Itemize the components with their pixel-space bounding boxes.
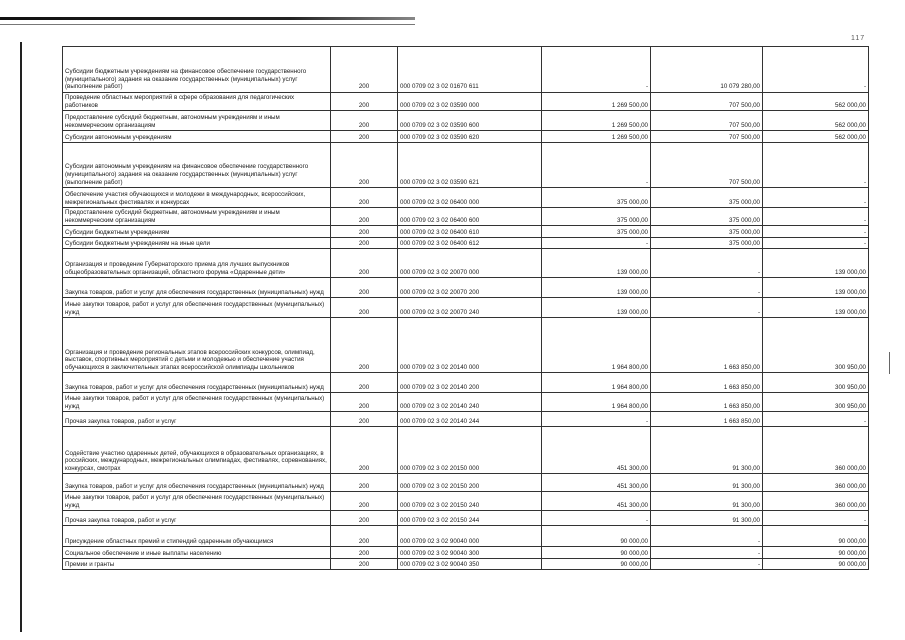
row-amount-3: - [763, 188, 869, 208]
row-name: Закупка товаров, работ и услуг для обеспечения государственных (муниципальных) нужд [63, 278, 331, 298]
row-amount-3: 360 000,00 [763, 474, 869, 492]
row-amount-2: 375 000,00 [651, 188, 763, 208]
table-row [63, 318, 869, 373]
row-amount-1: 90 000,00 [542, 547, 651, 559]
row-amount-2: 375 000,00 [651, 208, 763, 226]
budget-table-body [63, 47, 869, 570]
row-amount-1: 451 300,00 [542, 492, 651, 511]
table-row [63, 547, 869, 559]
row-amount-2: 1 663 850,00 [651, 393, 763, 412]
row-amount-1: - [542, 47, 651, 93]
table-row [63, 474, 869, 492]
row-name: Субсидии автономным учреждениям [63, 131, 331, 143]
row-amount-3: 360 000,00 [763, 427, 869, 474]
table-row [63, 188, 869, 208]
row-amount-3: - [763, 226, 869, 238]
row-amount-1: 1 964 800,00 [542, 393, 651, 412]
row-amount-2: - [651, 547, 763, 559]
row-grbs-code: 200 [331, 547, 398, 559]
row-amount-2: 91 300,00 [651, 492, 763, 511]
row-budget-code: 000 0709 02 3 02 03590 000 [398, 93, 542, 111]
row-budget-code: 000 0709 02 3 02 20140 240 [398, 393, 542, 412]
row-amount-3: 139 000,00 [763, 278, 869, 298]
table-row [63, 249, 869, 278]
row-amount-1: 1 964 800,00 [542, 373, 651, 393]
row-amount-1: 90 000,00 [542, 559, 651, 570]
row-amount-3: 90 000,00 [763, 559, 869, 570]
row-name: Проведение областных мероприятий в сфере образования для педагогических работников [63, 93, 331, 111]
row-amount-1: 375 000,00 [542, 226, 651, 238]
row-budget-code: 000 0709 02 3 02 20070 200 [398, 278, 542, 298]
row-name: Иные закупки товаров, работ и услуг для обеспечения государственных (муниципальных) нужд [63, 393, 331, 412]
row-amount-2: 91 300,00 [651, 427, 763, 474]
row-budget-code: 000 0709 02 3 02 90040 300 [398, 547, 542, 559]
row-amount-1: 90 000,00 [542, 526, 651, 547]
row-name: Обеспечение участия обучающихся и молодежи в международных, всероссийских, межрегиональных фестивалях и конкурсах [63, 188, 331, 208]
row-grbs-code: 200 [331, 226, 398, 238]
row-grbs-code: 200 [331, 208, 398, 226]
row-amount-1: 139 000,00 [542, 249, 651, 278]
row-grbs-code: 200 [331, 188, 398, 208]
table-row [63, 238, 869, 249]
row-budget-code: 000 0709 02 3 02 03590 621 [398, 143, 542, 188]
row-budget-code: 000 0709 02 3 02 03590 620 [398, 131, 542, 143]
row-name: Закупка товаров, работ и услуг для обеспечения государственных (муниципальных) нужд [63, 474, 331, 492]
row-amount-1: 451 300,00 [542, 427, 651, 474]
row-name: Организация и проведение Губернаторского приема для лучших выпускников общеобразовательных организаций, областного форума «Одаренные дети» [63, 249, 331, 278]
row-grbs-code: 200 [331, 427, 398, 474]
row-name: Субсидии бюджетным учреждениям на иные цели [63, 238, 331, 249]
table-row [63, 226, 869, 238]
row-name: Субсидии бюджетным учреждениям на финансовое обеспечение государственного (муниципального) задания на оказание государственных (муниципальных) услуг (выполнение работ) [63, 47, 331, 93]
row-budget-code: 000 0709 02 3 02 20150 244 [398, 511, 542, 526]
row-amount-2: 375 000,00 [651, 226, 763, 238]
row-amount-3: 562 000,00 [763, 131, 869, 143]
row-amount-2: - [651, 559, 763, 570]
row-amount-3: 300 950,00 [763, 318, 869, 373]
budget-table [62, 46, 869, 570]
page-number: 117 [851, 35, 866, 42]
row-amount-1: - [542, 511, 651, 526]
row-amount-3: - [763, 47, 869, 93]
table-row [63, 208, 869, 226]
row-grbs-code: 200 [331, 511, 398, 526]
row-amount-1: 375 000,00 [542, 208, 651, 226]
row-grbs-code: 200 [331, 412, 398, 427]
row-budget-code: 000 0709 02 3 02 20070 000 [398, 249, 542, 278]
row-name: Предоставление субсидий бюджетным, автономным учреждениям и иным некоммерческим организациям [63, 111, 331, 131]
row-grbs-code: 200 [331, 278, 398, 298]
row-amount-3: - [763, 511, 869, 526]
top-rule-thin [0, 24, 415, 25]
row-budget-code: 000 0709 02 3 02 01670 611 [398, 47, 542, 93]
row-budget-code: 000 0709 02 3 02 20070 240 [398, 298, 542, 318]
table-row [63, 511, 869, 526]
row-grbs-code: 200 [331, 143, 398, 188]
row-name: Иные закупки товаров, работ и услуг для обеспечения государственных (муниципальных) нужд [63, 492, 331, 511]
row-amount-1: - [542, 238, 651, 249]
table-row [63, 559, 869, 570]
row-amount-3: 562 000,00 [763, 111, 869, 131]
row-grbs-code: 200 [331, 373, 398, 393]
row-amount-3: 300 950,00 [763, 393, 869, 412]
row-budget-code: 000 0709 02 3 02 90040 350 [398, 559, 542, 570]
row-grbs-code: 200 [331, 298, 398, 318]
row-amount-3: - [763, 238, 869, 249]
row-grbs-code: 200 [331, 93, 398, 111]
table-row [63, 93, 869, 111]
row-amount-2: 707 500,00 [651, 111, 763, 131]
row-grbs-code: 200 [331, 526, 398, 547]
row-grbs-code: 200 [331, 111, 398, 131]
row-amount-2: 1 663 850,00 [651, 412, 763, 427]
row-amount-2: 375 000,00 [651, 238, 763, 249]
row-grbs-code: 200 [331, 131, 398, 143]
row-budget-code: 000 0709 02 3 02 06400 600 [398, 208, 542, 226]
row-amount-1: 375 000,00 [542, 188, 651, 208]
row-amount-1: 1 269 500,00 [542, 93, 651, 111]
row-amount-3: 360 000,00 [763, 492, 869, 511]
row-amount-3: - [763, 412, 869, 427]
row-amount-3: 300 950,00 [763, 373, 869, 393]
row-grbs-code: 200 [331, 559, 398, 570]
row-amount-2: - [651, 249, 763, 278]
row-amount-2: - [651, 298, 763, 318]
row-budget-code: 000 0709 02 3 02 06400 000 [398, 188, 542, 208]
scan-edge [20, 42, 22, 632]
row-budget-code: 000 0709 02 3 02 03590 600 [398, 111, 542, 131]
row-amount-2: 10 079 280,00 [651, 47, 763, 93]
table-row [63, 412, 869, 427]
row-amount-3: - [763, 143, 869, 188]
row-amount-1: 1 964 800,00 [542, 318, 651, 373]
table-row [63, 526, 869, 547]
row-name: Прочая закупка товаров, работ и услуг [63, 412, 331, 427]
table-row [63, 278, 869, 298]
row-amount-2: 91 300,00 [651, 474, 763, 492]
row-amount-1: 1 269 500,00 [542, 131, 651, 143]
row-grbs-code: 200 [331, 47, 398, 93]
row-amount-3: 139 000,00 [763, 249, 869, 278]
row-grbs-code: 200 [331, 238, 398, 249]
row-amount-2: 707 500,00 [651, 93, 763, 111]
row-amount-2: 707 500,00 [651, 131, 763, 143]
row-budget-code: 000 0709 02 3 02 20150 240 [398, 492, 542, 511]
table-row [63, 47, 869, 93]
table-row [63, 492, 869, 511]
row-amount-2: - [651, 526, 763, 547]
row-amount-2: 1 663 850,00 [651, 318, 763, 373]
row-name: Закупка товаров, работ и услуг для обеспечения государственных (муниципальных) нужд [63, 373, 331, 393]
table-row [63, 143, 869, 188]
row-name: Содействие участию одаренных детей, обучающихся в образовательных организациях, в российских, международных, межрегиональных олимпиадах, фестивалях, соревнованиях, конкурсах, смотрах [63, 427, 331, 474]
row-name: Премии и гранты [63, 559, 331, 570]
table-row [63, 373, 869, 393]
row-amount-1: 139 000,00 [542, 298, 651, 318]
scan-mark [889, 352, 890, 374]
row-name: Предоставление субсидий бюджетным, автономным учреждениям и иным некоммерческим организациям [63, 208, 331, 226]
row-name: Социальное обеспечение и иные выплаты населению [63, 547, 331, 559]
row-name: Иные закупки товаров, работ и услуг для обеспечения государственных (муниципальных) нужд [63, 298, 331, 318]
row-budget-code: 000 0709 02 3 02 20150 200 [398, 474, 542, 492]
row-budget-code: 000 0709 02 3 02 20140 200 [398, 373, 542, 393]
row-amount-1: 451 300,00 [542, 474, 651, 492]
row-budget-code: 000 0709 02 3 02 06400 612 [398, 238, 542, 249]
row-grbs-code: 200 [331, 492, 398, 511]
table-row [63, 427, 869, 474]
row-budget-code: 000 0709 02 3 02 90040 000 [398, 526, 542, 547]
row-name: Субсидии автономным учреждениям на финансовое обеспечение государственного (муниципального) задания на оказание государственных (муниципальных) услуг (выполнение работ) [63, 143, 331, 188]
row-amount-3: 139 000,00 [763, 298, 869, 318]
row-amount-1: - [542, 412, 651, 427]
row-budget-code: 000 0709 02 3 02 06400 610 [398, 226, 542, 238]
row-name: Субсидии бюджетным учреждениям [63, 226, 331, 238]
row-grbs-code: 200 [331, 318, 398, 373]
row-amount-3: 562 000,00 [763, 93, 869, 111]
row-budget-code: 000 0709 02 3 02 20140 244 [398, 412, 542, 427]
table-row [63, 393, 869, 412]
row-amount-2: - [651, 278, 763, 298]
table-row [63, 111, 869, 131]
row-grbs-code: 200 [331, 249, 398, 278]
row-amount-1: 1 269 500,00 [542, 111, 651, 131]
row-amount-2: 707 500,00 [651, 143, 763, 188]
top-rule [0, 17, 415, 20]
table-row [63, 298, 869, 318]
row-name: Организация и проведение региональных этапов всероссийских конкурсов, олимпиад, выставок, спортивных мероприятий с детьми и молодежью и обеспечение участия обучающихся в заключительных этапах всероссийской олимпиады школьников [63, 318, 331, 373]
row-grbs-code: 200 [331, 393, 398, 412]
row-name: Прочая закупка товаров, работ и услуг [63, 511, 331, 526]
row-amount-2: 1 663 850,00 [651, 373, 763, 393]
row-name: Присуждение областных премий и стипендий одаренным обучающимся [63, 526, 331, 547]
row-amount-1: 139 000,00 [542, 278, 651, 298]
row-amount-3: - [763, 208, 869, 226]
table-row [63, 131, 869, 143]
row-amount-1: - [542, 143, 651, 188]
row-budget-code: 000 0709 02 3 02 20140 000 [398, 318, 542, 373]
row-amount-3: 90 000,00 [763, 526, 869, 547]
row-amount-2: 91 300,00 [651, 511, 763, 526]
row-budget-code: 000 0709 02 3 02 20150 000 [398, 427, 542, 474]
row-amount-3: 90 000,00 [763, 547, 869, 559]
row-grbs-code: 200 [331, 474, 398, 492]
